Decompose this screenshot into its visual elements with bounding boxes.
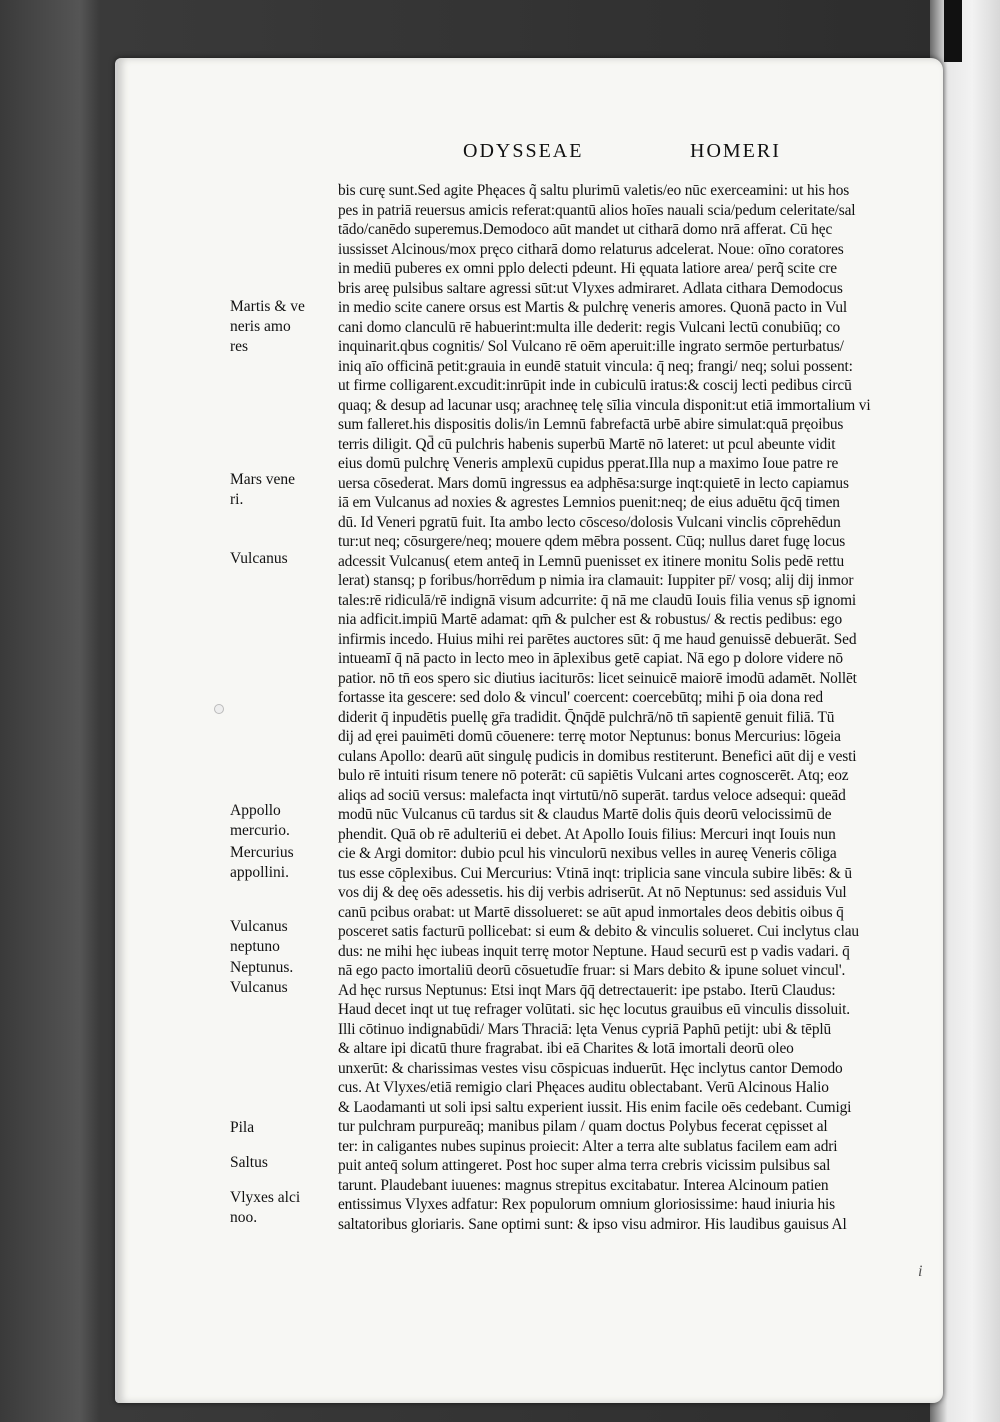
- text-line: terris diligit. Qd̄ cū pulchris habenis superbū Martē nō lateret: ut pcul abeunte vidit: [338, 435, 836, 453]
- text-line: culans Apollo: dearū aūt singulę pudicis in domibus restiterunt. Benefici aūt dij e vesti: [338, 747, 857, 765]
- text-line: tādo/canēdo superemus.Demodoco aūt mandet ut citharā domo nrā afferat. Cū hęc: [338, 221, 833, 238]
- marginal-note-line: res: [230, 338, 249, 355]
- text-line: fortasse ita gescere: sed dolo & vincul' coercent: coercebūtq; mihi p̄ oia dona red: [338, 689, 823, 706]
- text-line: Ad hęc rursus Neptunus: Etsi inqt Mars q̄q̄ detrectauerit: ipe pstabo. Iterū Claudus:: [338, 981, 836, 999]
- marginal-note-line: neptuno: [230, 938, 280, 955]
- marginal-note-line: Saltus: [230, 1154, 268, 1171]
- marginal-note-line: Vulcanus: [230, 550, 288, 567]
- text-line: lerat) stansq; p foribus/horrēdum p nimia ira clamauit: Iuppiter pr̄/ vosq; alij dij inmor: [338, 572, 854, 589]
- text-line: aliqs ad sociū versus: malefacta inqt virtutū/nō superāt. tardus veloce adsequi: queād: [338, 786, 846, 804]
- text-line: nia adficit.impiū Martē adamat: qm̄ & pulcher est & robustus/ & rectis pedibus: ego: [338, 611, 843, 628]
- text-line: iā em Vulcanus ad noxies & agrestes Lemnios puenit:neq; de eius aduētu q̄cq̄ timen: [338, 494, 840, 511]
- marginal-note: [230, 1118, 330, 1138]
- pencil-mark: i: [918, 1263, 923, 1280]
- text-line: saltatoribus gloriaris. Sane optimi sunt: & ipso visu admiror. His laudibus gauisus Al: [338, 1215, 847, 1233]
- text-line: tales:rē ridiculā/rē indignā visum adcurrite: q̄ nā me claudū Iouis filia venus sp̄ ignomi: [338, 591, 857, 609]
- text-line: Illi cōtinuo indignabūdi/ Mars Thraciā: lęta Venus cypriā Paphū petijt: ubi & tēplū: [338, 1020, 832, 1038]
- text-line: sum falleret.his dispositis dolis/in Lemnū fabrefactā urbē abire simulat:quā pręoibus: [338, 416, 844, 433]
- marginal-note-line: Martis & ve: [230, 298, 305, 315]
- text-line: modū nūc Vulcanus cū tardus sit & claudus Martē dolis q̄uis deorū velocissimū de: [338, 806, 832, 823]
- text-line: adcessit Vulcanus( etem anteq̄ in Lemnū puenisset ex itinere monitu Solis pedē rettu: [338, 552, 845, 570]
- text-line: infirmis incedo. Huius mihi rei parētes auctores sūt: q̄ me haud genuissē debuerāt. Sed: [338, 630, 857, 648]
- text-line: ter: in caligantes nubes supinus proiecit: Alter a terra alte sublatus facilem eam adri: [338, 1137, 838, 1155]
- text-line: cani domo clanculū rē habuerint:multa ille dederit: regis Vulcani lectū conubiūq; co: [338, 318, 841, 336]
- text-line: bris areę pulsibus saltare agressi sūt:ut Vlyxes admiraret. Adlata cithara Demodocus: [338, 279, 843, 297]
- text-line: intueamī q̄ nā pacto in lecto meo in āplexibus getē capiat. Nā ego p dolore videre nō: [338, 650, 843, 667]
- text-line: & Laodamanti ut soli ipsi saltu experient iussit. His enim facile oēs cedebant. Cumigi: [338, 1098, 852, 1116]
- marginal-note: [230, 549, 330, 569]
- marginal-note: [230, 958, 330, 998]
- text-line: puit anteq̄ solum attingeret. Post hoc super alma terra crebris vicissim pulsibus sal: [338, 1157, 831, 1174]
- text-line: entissimus Vlyxes adfatur: Rex populorum omnium gloriosissime: haud iniuria his: [338, 1196, 836, 1213]
- text-line: cus. At Vlyxes/etiā remigio clari Phęaces auditu oblectabant. Verū Alcinous Halio: [338, 1079, 829, 1096]
- text-line: eius domū pulchrę Veneris amplexū cupidus pperat.Illa nup a maximo Ioue patre re: [338, 455, 839, 472]
- pin-hole: [214, 704, 224, 714]
- marginal-note-line: Vulcanus: [230, 979, 288, 996]
- text-line: uersa cōsederat. Mars domū ingressus ea adphēsa:surge inqt:quietē in lecto capiamus: [338, 474, 849, 492]
- marginal-note-line: Vulcanus: [230, 918, 288, 935]
- text-line: & altare ipi dicatū thure fragrabat. ibi eā Charites & lotā imortali deorū oleo: [338, 1040, 794, 1057]
- marginal-note-line: Mars vene: [230, 471, 295, 488]
- text-line: canū pcibus orabat: ut Martē dissolueret: se aūt apud inmortales deos debitis oibus q̄: [338, 903, 844, 921]
- text-line: dū. Id Veneri pgratū fuit. Ita ambo lecto cōsceso/dolosis Vulcani vinclis cōprehēdun: [338, 513, 841, 531]
- text-line: tur:ut neq; cōsurgere/neq; mouere qdem mēbra possent. Cūq; nullus daret fugę locus: [338, 533, 846, 550]
- text-line: in mediū puberes ex omni pplo delecti pdeunt. Hi ęquata latiore area/ perq̃ scite cre: [338, 260, 837, 277]
- text-line: patior. nō tn̄ eos spero sic diutius iaciturōs: licet seinuicē maiorē imodū adamēt. Nollēt: [338, 669, 857, 687]
- text-line: ut firme colligarent.excudit:inrūpit inde in cubiculū iratus:& coscij lecti pedibus circū: [338, 377, 852, 394]
- text-line: dij ad ęrei pauimēti domū cōuenere: terrę motor Neptunus: bonus Mercurius: lōgeia: [338, 728, 841, 745]
- marginal-note-line: appollini.: [230, 864, 289, 881]
- text-line: posceret satis facturū pollicebat: si eum & debito & vinculis solueret. Cui inclytus clau: [338, 923, 859, 940]
- body-text: [338, 181, 938, 1234]
- text-line: dus: ne mihi hęc iubeas inquit terrę motor Neptune. Haud securū est p vadis vadari. q̄: [338, 942, 850, 960]
- marginal-note: [230, 801, 330, 841]
- running-head-right: HOMERI: [690, 140, 781, 162]
- marginal-note: [230, 297, 330, 357]
- text-line: tarunt. Plaudebant iuuenes: magnus strepitus excitabatur. Interea Alcinoum patien: [338, 1176, 829, 1194]
- text-line: tur pulchram purpureāq; manibus pilam / quam doctus Polybus fecerat cępisset al: [338, 1118, 828, 1135]
- marginal-note: [230, 843, 330, 883]
- text-line: inquinarit.qbus cognitis/ Sol Vulcano rē oēm aperuit:ille ingrato sermōe perturbatus/: [338, 338, 844, 355]
- marginal-note-line: ri.: [230, 491, 244, 508]
- text-line: iussisset Alcinous/mox pręco citharā domo relaturus adcelerat. Noueː oīno coratores: [338, 240, 844, 258]
- text-line: diderit q̄ inpudētis puellę gr̄a tradidit. Q̄nq̄dē pulchrā/nō tn̄ sapientē genuit filiā. Tū: [338, 708, 835, 726]
- text-line: tus esse cōplexibus. Cui Mercurius: Vtinā inqt: triplicia sane vincula subire libēs: & ū: [338, 864, 852, 882]
- text-line: vos dij & deę oēs adessetis. his dij verbis adriserūt. At nō Neptunus: sed assiduis Vul: [338, 884, 847, 901]
- marginal-note-line: Appollo: [230, 802, 281, 819]
- marginal-note: [230, 1153, 330, 1173]
- text-line: pes in patriā reuersus amicis referat:quantū alios hoīes nauali scia/pedum celeritate/sal: [338, 201, 856, 219]
- text-line: cie & Argi domitor: dubio pcul his vinculorū nexibus velles in aureę Veneris cōliga: [338, 845, 837, 862]
- text-line: phendit. Quā ob rē adulteriū ei debet. At Apollo Iouis filius: Mercuri inqt Iouis nun: [338, 825, 836, 843]
- marginal-note-line: Neptunus.: [230, 959, 294, 976]
- marginal-note: [230, 1188, 330, 1228]
- text-line: bis curę sunt.Sed agite Phęaces q̃ saltu plurimū valetis/eo nūc exerceamini: ut his hos: [338, 182, 850, 199]
- text-line: nā ego pacto imortaliū deorū cōsuetudīe fruar: si Mars debito & ipune soluet vincul'.: [338, 962, 846, 979]
- running-head: [118, 140, 943, 170]
- marginal-note-line: Mercurius: [230, 844, 294, 861]
- text-line: in medio scite canere orsus est Martis & pulchrę veneris amores. Quonā pacto in Vul: [338, 299, 848, 316]
- text-line: iniq aīo officinā petit:grauia in eundē statuit vincula: q̄ neq; frangi/ neq; solui possent:: [338, 357, 853, 375]
- marginal-note-line: neris amo: [230, 318, 291, 335]
- marginal-note: [230, 917, 330, 957]
- marginal-note-line: Pila: [230, 1119, 255, 1136]
- text-line: quaq; & desup ad lacunar usq; arachneę telę sīlia vincula disponit:ut etiā immortalium vi: [338, 396, 871, 414]
- running-head-left: ODYSSEAE: [463, 140, 584, 162]
- marginal-note-line: noo.: [230, 1209, 258, 1226]
- text-line: unxerūt: & charissimas vestes visu cōspicuas induerūt. Hęc inclytus cantor Demodo: [338, 1059, 843, 1077]
- marginal-note-line: mercurio.: [230, 822, 290, 839]
- marginal-note-line: Vlyxes alci: [230, 1189, 301, 1206]
- page-tab: [944, 0, 962, 62]
- text-line: Haud decet inqt ut tuę refrager volūtati. sic hęc locutus grauibus eū vinculis dissoluit.: [338, 1001, 850, 1018]
- book-page: [115, 58, 943, 1403]
- marginal-note: [230, 470, 330, 510]
- text-line: bulo rē intuiti risum tenere nō poterāt: cū sapiētis Vulcani artes cognoscerēt. Atq; eoz: [338, 767, 849, 784]
